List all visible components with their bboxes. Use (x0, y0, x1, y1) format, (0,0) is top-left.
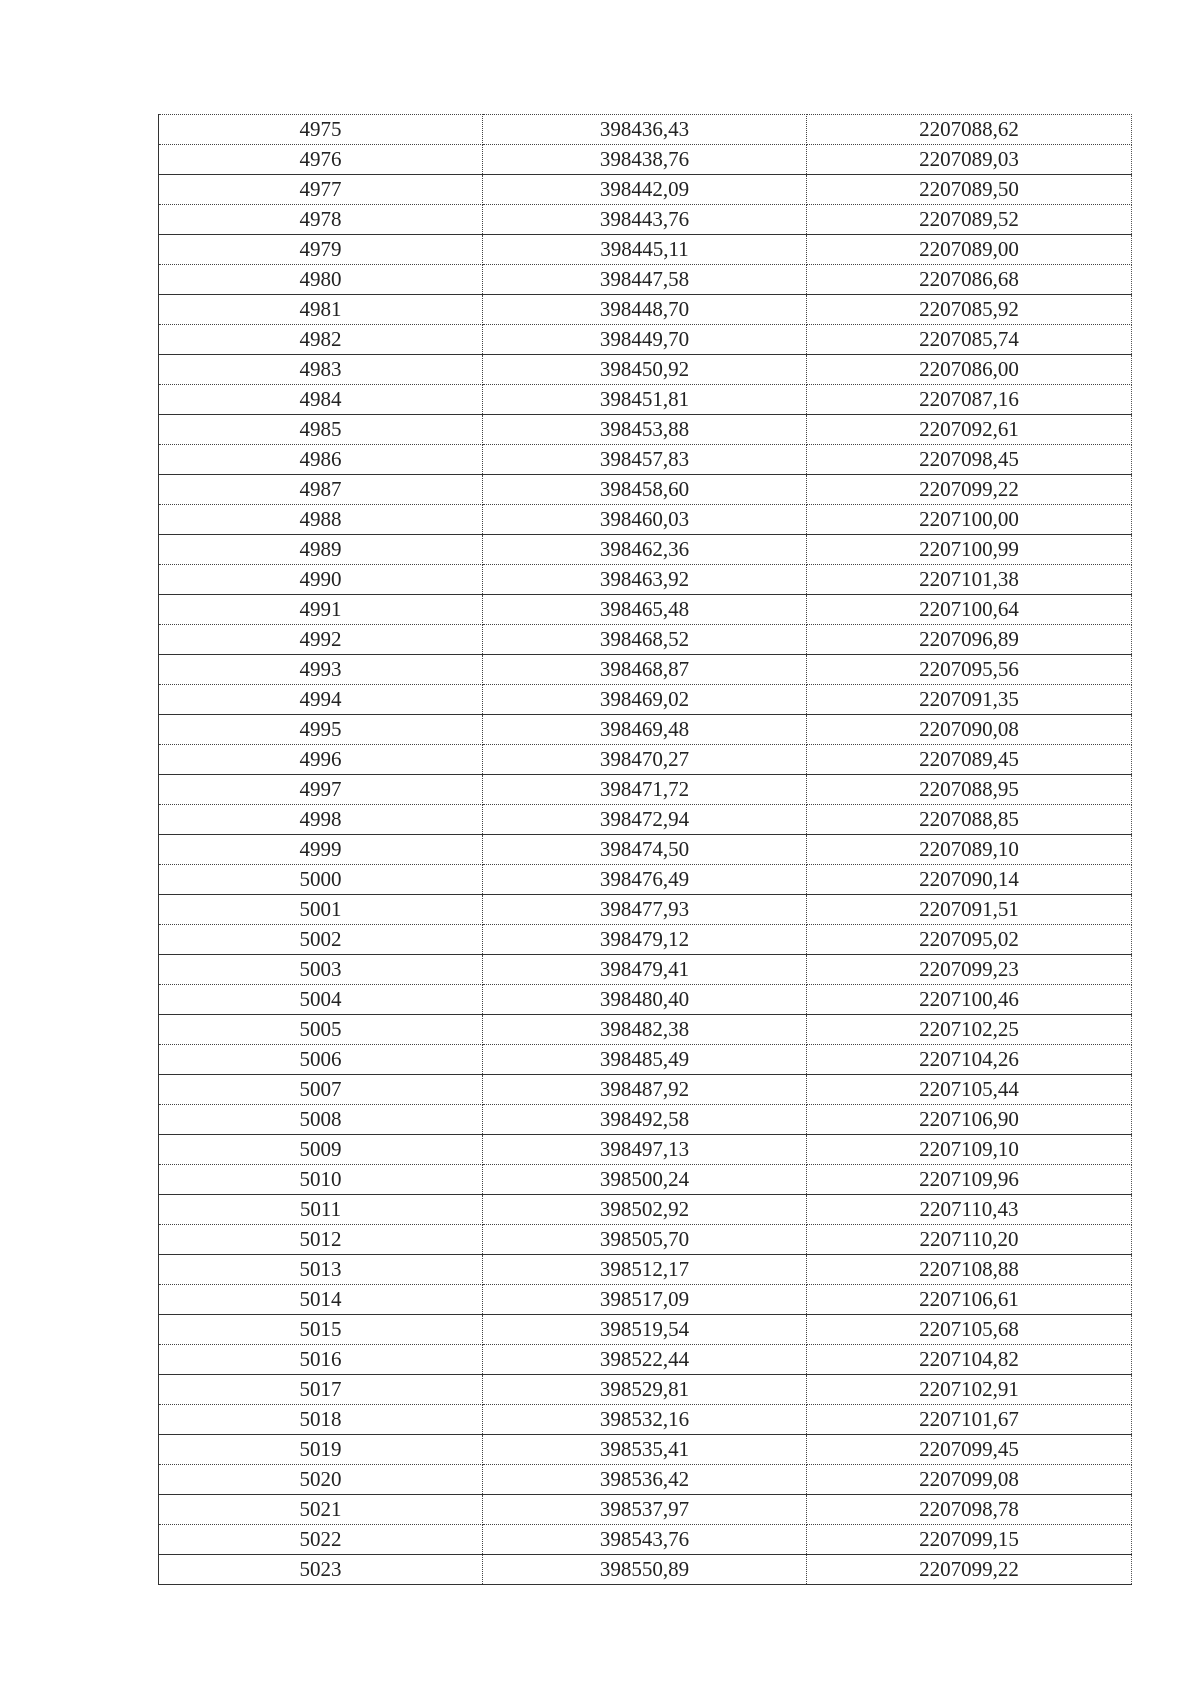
point-number-cell: 4977 (159, 175, 483, 205)
point-number-cell: 4998 (159, 805, 483, 835)
point-number-cell: 5017 (159, 1375, 483, 1405)
point-number-cell: 4985 (159, 415, 483, 445)
x-coordinate-cell: 398492,58 (483, 1105, 807, 1135)
y-coordinate-cell: 2207089,52 (807, 205, 1132, 235)
x-coordinate-cell: 398460,03 (483, 505, 807, 535)
point-number-cell: 4987 (159, 475, 483, 505)
y-coordinate-cell: 2207099,23 (807, 955, 1132, 985)
table-row (159, 355, 1132, 385)
point-number-cell: 5003 (159, 955, 483, 985)
point-number-cell: 5013 (159, 1255, 483, 1285)
y-coordinate-cell: 2207089,03 (807, 145, 1132, 175)
y-coordinate-cell: 2207095,02 (807, 925, 1132, 955)
x-coordinate-cell: 398487,92 (483, 1075, 807, 1105)
y-coordinate-cell: 2207091,35 (807, 685, 1132, 715)
table-row (159, 1075, 1132, 1105)
table-row (159, 895, 1132, 925)
point-number-cell: 5007 (159, 1075, 483, 1105)
y-coordinate-cell: 2207110,43 (807, 1195, 1132, 1225)
table-row (159, 1015, 1132, 1045)
point-number-cell: 5014 (159, 1285, 483, 1315)
table-row (159, 325, 1132, 355)
x-coordinate-cell: 398535,41 (483, 1435, 807, 1465)
x-coordinate-cell: 398470,27 (483, 745, 807, 775)
point-number-cell: 4994 (159, 685, 483, 715)
table-row (159, 295, 1132, 325)
x-coordinate-cell: 398512,17 (483, 1255, 807, 1285)
y-coordinate-cell: 2207106,90 (807, 1105, 1132, 1135)
y-coordinate-cell: 2207102,25 (807, 1015, 1132, 1045)
table-row (159, 385, 1132, 415)
table-row (159, 1135, 1132, 1165)
y-coordinate-cell: 2207100,46 (807, 985, 1132, 1015)
point-number-cell: 5005 (159, 1015, 483, 1045)
x-coordinate-cell: 398537,97 (483, 1495, 807, 1525)
table-row (159, 415, 1132, 445)
table-row (159, 745, 1132, 775)
y-coordinate-cell: 2207096,89 (807, 625, 1132, 655)
x-coordinate-cell: 398442,09 (483, 175, 807, 205)
table-row (159, 565, 1132, 595)
x-coordinate-cell: 398479,41 (483, 955, 807, 985)
y-coordinate-cell: 2207102,91 (807, 1375, 1132, 1405)
point-number-cell: 5012 (159, 1225, 483, 1255)
point-number-cell: 4975 (159, 115, 483, 145)
table-row (159, 445, 1132, 475)
table-row (159, 115, 1132, 145)
y-coordinate-cell: 2207098,78 (807, 1495, 1132, 1525)
x-coordinate-cell: 398502,92 (483, 1195, 807, 1225)
x-coordinate-cell: 398505,70 (483, 1225, 807, 1255)
point-number-cell: 4993 (159, 655, 483, 685)
table-row (159, 1225, 1132, 1255)
y-coordinate-cell: 2207101,67 (807, 1405, 1132, 1435)
point-number-cell: 5023 (159, 1555, 483, 1585)
y-coordinate-cell: 2207098,45 (807, 445, 1132, 475)
table-row (159, 175, 1132, 205)
point-number-cell: 4988 (159, 505, 483, 535)
x-coordinate-cell: 398519,54 (483, 1315, 807, 1345)
y-coordinate-cell: 2207085,74 (807, 325, 1132, 355)
x-coordinate-cell: 398448,70 (483, 295, 807, 325)
table-row (159, 1375, 1132, 1405)
point-number-cell: 5004 (159, 985, 483, 1015)
y-coordinate-cell: 2207110,20 (807, 1225, 1132, 1255)
point-number-cell: 4979 (159, 235, 483, 265)
point-number-cell: 5015 (159, 1315, 483, 1345)
table-row (159, 1045, 1132, 1075)
point-number-cell: 4996 (159, 745, 483, 775)
table-row (159, 1495, 1132, 1525)
x-coordinate-cell: 398536,42 (483, 1465, 807, 1495)
table-row (159, 1465, 1132, 1495)
point-number-cell: 4989 (159, 535, 483, 565)
x-coordinate-cell: 398522,44 (483, 1345, 807, 1375)
table-row (159, 1555, 1132, 1585)
y-coordinate-cell: 2207099,45 (807, 1435, 1132, 1465)
x-coordinate-cell: 398497,13 (483, 1135, 807, 1165)
point-number-cell: 5006 (159, 1045, 483, 1075)
y-coordinate-cell: 2207104,26 (807, 1045, 1132, 1075)
x-coordinate-cell: 398480,40 (483, 985, 807, 1015)
x-coordinate-cell: 398465,48 (483, 595, 807, 625)
x-coordinate-cell: 398463,92 (483, 565, 807, 595)
x-coordinate-cell: 398529,81 (483, 1375, 807, 1405)
x-coordinate-cell: 398543,76 (483, 1525, 807, 1555)
y-coordinate-cell: 2207089,45 (807, 745, 1132, 775)
coordinates-table-body (159, 115, 1132, 1585)
y-coordinate-cell: 2207087,16 (807, 385, 1132, 415)
x-coordinate-cell: 398468,52 (483, 625, 807, 655)
x-coordinate-cell: 398443,76 (483, 205, 807, 235)
point-number-cell: 5011 (159, 1195, 483, 1225)
table-row (159, 655, 1132, 685)
y-coordinate-cell: 2207100,00 (807, 505, 1132, 535)
point-number-cell: 4976 (159, 145, 483, 175)
table-row (159, 595, 1132, 625)
y-coordinate-cell: 2207109,96 (807, 1165, 1132, 1195)
table-row (159, 265, 1132, 295)
x-coordinate-cell: 398436,43 (483, 115, 807, 145)
table-row (159, 1405, 1132, 1435)
x-coordinate-cell: 398453,88 (483, 415, 807, 445)
point-number-cell: 5021 (159, 1495, 483, 1525)
y-coordinate-cell: 2207099,15 (807, 1525, 1132, 1555)
table-row (159, 1315, 1132, 1345)
y-coordinate-cell: 2207109,10 (807, 1135, 1132, 1165)
y-coordinate-cell: 2207106,61 (807, 1285, 1132, 1315)
x-coordinate-cell: 398447,58 (483, 265, 807, 295)
table-row (159, 535, 1132, 565)
table-row (159, 145, 1132, 175)
x-coordinate-cell: 398532,16 (483, 1405, 807, 1435)
point-number-cell: 4991 (159, 595, 483, 625)
table-row (159, 1195, 1132, 1225)
y-coordinate-cell: 2207090,08 (807, 715, 1132, 745)
x-coordinate-cell: 398451,81 (483, 385, 807, 415)
x-coordinate-cell: 398482,38 (483, 1015, 807, 1045)
table-row (159, 715, 1132, 745)
y-coordinate-cell: 2207092,61 (807, 415, 1132, 445)
y-coordinate-cell: 2207100,64 (807, 595, 1132, 625)
y-coordinate-cell: 2207099,08 (807, 1465, 1132, 1495)
x-coordinate-cell: 398445,11 (483, 235, 807, 265)
x-coordinate-cell: 398517,09 (483, 1285, 807, 1315)
y-coordinate-cell: 2207086,68 (807, 265, 1132, 295)
y-coordinate-cell: 2207099,22 (807, 475, 1132, 505)
table-row (159, 1435, 1132, 1465)
x-coordinate-cell: 398450,92 (483, 355, 807, 385)
y-coordinate-cell: 2207099,22 (807, 1555, 1132, 1585)
y-coordinate-cell: 2207088,62 (807, 115, 1132, 145)
y-coordinate-cell: 2207104,82 (807, 1345, 1132, 1375)
x-coordinate-cell: 398458,60 (483, 475, 807, 505)
y-coordinate-cell: 2207100,99 (807, 535, 1132, 565)
point-number-cell: 5016 (159, 1345, 483, 1375)
y-coordinate-cell: 2207085,92 (807, 295, 1132, 325)
table-row (159, 835, 1132, 865)
x-coordinate-cell: 398476,49 (483, 865, 807, 895)
table-row (159, 775, 1132, 805)
y-coordinate-cell: 2207089,50 (807, 175, 1132, 205)
x-coordinate-cell: 398468,87 (483, 655, 807, 685)
point-number-cell: 5019 (159, 1435, 483, 1465)
x-coordinate-cell: 398469,02 (483, 685, 807, 715)
point-number-cell: 4980 (159, 265, 483, 295)
table-row (159, 925, 1132, 955)
coordinates-table (158, 114, 1132, 1585)
point-number-cell: 5009 (159, 1135, 483, 1165)
table-row (159, 1525, 1132, 1555)
x-coordinate-cell: 398477,93 (483, 895, 807, 925)
y-coordinate-cell: 2207105,68 (807, 1315, 1132, 1345)
y-coordinate-cell: 2207088,85 (807, 805, 1132, 835)
x-coordinate-cell: 398449,70 (483, 325, 807, 355)
x-coordinate-cell: 398472,94 (483, 805, 807, 835)
y-coordinate-cell: 2207095,56 (807, 655, 1132, 685)
y-coordinate-cell: 2207091,51 (807, 895, 1132, 925)
table-row (159, 955, 1132, 985)
x-coordinate-cell: 398457,83 (483, 445, 807, 475)
table-row (159, 235, 1132, 265)
x-coordinate-cell: 398550,89 (483, 1555, 807, 1585)
point-number-cell: 5020 (159, 1465, 483, 1495)
point-number-cell: 4982 (159, 325, 483, 355)
point-number-cell: 4978 (159, 205, 483, 235)
x-coordinate-cell: 398462,36 (483, 535, 807, 565)
x-coordinate-cell: 398469,48 (483, 715, 807, 745)
point-number-cell: 5022 (159, 1525, 483, 1555)
x-coordinate-cell: 398471,72 (483, 775, 807, 805)
table-row (159, 1285, 1132, 1315)
table-row (159, 205, 1132, 235)
table-row (159, 625, 1132, 655)
point-number-cell: 4997 (159, 775, 483, 805)
x-coordinate-cell: 398438,76 (483, 145, 807, 175)
table-row (159, 475, 1132, 505)
point-number-cell: 4983 (159, 355, 483, 385)
y-coordinate-cell: 2207108,88 (807, 1255, 1132, 1285)
x-coordinate-cell: 398479,12 (483, 925, 807, 955)
point-number-cell: 5008 (159, 1105, 483, 1135)
point-number-cell: 5002 (159, 925, 483, 955)
table-row (159, 1105, 1132, 1135)
point-number-cell: 5000 (159, 865, 483, 895)
y-coordinate-cell: 2207101,38 (807, 565, 1132, 595)
point-number-cell: 4995 (159, 715, 483, 745)
y-coordinate-cell: 2207086,00 (807, 355, 1132, 385)
point-number-cell: 4999 (159, 835, 483, 865)
point-number-cell: 4990 (159, 565, 483, 595)
table-row (159, 1255, 1132, 1285)
y-coordinate-cell: 2207089,10 (807, 835, 1132, 865)
point-number-cell: 4984 (159, 385, 483, 415)
table-row (159, 865, 1132, 895)
table-row (159, 1165, 1132, 1195)
point-number-cell: 5018 (159, 1405, 483, 1435)
y-coordinate-cell: 2207105,44 (807, 1075, 1132, 1105)
y-coordinate-cell: 2207089,00 (807, 235, 1132, 265)
x-coordinate-cell: 398485,49 (483, 1045, 807, 1075)
y-coordinate-cell: 2207090,14 (807, 865, 1132, 895)
point-number-cell: 4981 (159, 295, 483, 325)
point-number-cell: 4992 (159, 625, 483, 655)
point-number-cell: 4986 (159, 445, 483, 475)
table-row (159, 1345, 1132, 1375)
x-coordinate-cell: 398474,50 (483, 835, 807, 865)
table-row (159, 685, 1132, 715)
point-number-cell: 5010 (159, 1165, 483, 1195)
table-row (159, 985, 1132, 1015)
table-row (159, 805, 1132, 835)
point-number-cell: 5001 (159, 895, 483, 925)
y-coordinate-cell: 2207088,95 (807, 775, 1132, 805)
table-row (159, 505, 1132, 535)
x-coordinate-cell: 398500,24 (483, 1165, 807, 1195)
